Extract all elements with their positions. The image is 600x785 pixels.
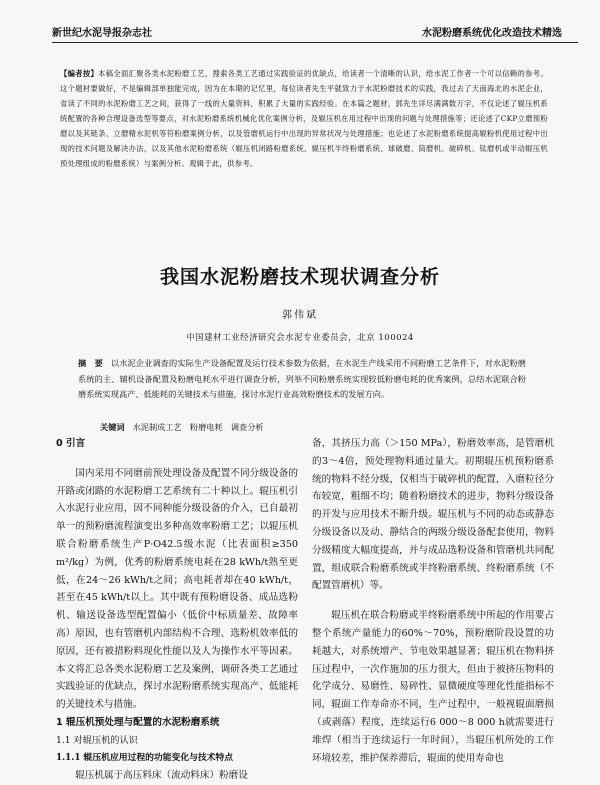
keywords-text: 水泥制成工艺 粉磨电耗 调查分析 [132,422,264,432]
page-header [22,24,578,40]
paragraph: 辊压机属于高压料床（流动料床）粉磨设 [75,770,248,782]
journal-name: 新世纪水泥导报杂志社 [52,28,152,39]
paragraph: 国内采用不同磨前预处理设备及配置不同分级设备的开路或闭路的水泥粉磨工艺系统有二十种以上。辊压机引入水泥行业应用，因不同种能分级设备的介入，已自最初单一的预粉磨流程演变出多种高效率粉磨工艺；以辊压机联合粉磨系统生产P·O42.5级水泥（比表面积≥350 m²/kg）为例，优秀的粉磨系统电耗在28 kWh/t熟至更低，在24～26 kWh/t之间；高电耗者却在40 kWh/t，甚至在45 kWh/t以上。其中既有预粉磨设备、成品选粉机、输送设备选型配置偏小（低价中标质量差、故障率高）原因，也有管磨机内部结构不合理、选粉机效率低的原因，还有被措粉料现化性能以及人为操作水平等因素。本文将汇总各类水泥粉磨工艺及案例，调研各类工艺通过实践验证的优缺点，探讨水泥粉磨系统实现高产、低能耗的关键技术与措施。 [56,467,298,711]
header-rule [52,42,578,43]
paragraph: 辊压机在联合粉磨或半终粉磨系统中所起的作用要占整个系统产量能力的60%～70%，预粉磨阶段设置的功耗越大，对系统增产、节电效果越显著；辊压机在物料挤压过程中，一次作施加的压力很大，但由于被挤压物料的化学成分、易磨性、易碎性、显微硬度等理化性能指标不同，辊面工作寿命亦不同，生产过程中，一般视辊面磨损（或剥落）程度，连续运行6 000～8 000 h就需要进行堆焊（相当于连续运行一年时间），当辊压机所处的工作环境较差，维护保养滞后，辊面的使用寿命也 [312,610,554,764]
editor-note-text: 本稿全面汇聚各类水泥粉磨工艺，搜索各类工艺通过实践验证的优缺点，给读者一个清晰的认识，给水泥工作者一个可以信赖的参考。这个题材要做好，不是编辑部单独能完成，因为在本期的记忆里，每位读者先生平就致力于水泥粉磨技术的实践，我过去了天南海北的水泥企业，省读了不同的水泥粉磨工艺之间，获得了一线的大量资料，积累了大量的实践经验。在本篇之题材，郭先生详尽满满数万字，不仅论述了辊压机系统配置的各种合理设备选型等要点，对水泥粉磨系统机械化优化案例分析，及辊压机在用过程中出现的问题与处理措施等；还论述了CKP立磨预粉磨以及其链条、立磨精水泥机等符粉磨案例分析，以及管磨机运行中出现的异常状况与处理措施；也论述了水泥粉磨系统提高辊粉机使用过程中出现的技术问题及解决办法，以及其他水泥粉磨系统（辊压机闭路粉磨系统、辊压机半终粉磨系统、球破磨、筒磨机、破碎机、钛磨机或半动辊压机预处理组成的粉磨系统）与案例分析。观辑于此，供参考。 [60,69,549,168]
section-heading-1: 1 辊压机预处理与配置的水泥粉磨系统 [56,716,220,728]
affiliation: 中国建材工业经济研究会水泥专业委员会，北京 100024 [186,333,414,343]
author: 郭伟斌 [282,310,318,321]
abstract-text: 以水泥企业调查的实际生产设备配置及运行技术参数为依据，在水泥生产线采用不同粉磨工艺条件下，对水泥粉磨系统的主、辅机设备配置及粉磨电耗水平进行调查分析，列举不同粉磨系统实现较低粉磨电耗的优秀案例，总结水泥联合粉磨系统实现高产、低能耗的关键技术与措施，探讨水泥行业高效粉磨技术的发展方向。 [78,358,526,399]
subsection-heading-1-1-1: 1.1.1 辊压机应用过程的功能变化与技术特点 [56,752,234,763]
keywords-label: 关键词 [100,422,125,432]
paragraph: 备，其挤压力高（＞150 MPa），粉磨效率高，是管磨机的3～4倍，预处理物料通过量大。初期辊压机预粉磨系统的物料不经分级，仅相当于破碎机的配置，入磨粒径分布较宽，粗细不均；随着粉磨技术的进步，物料分级设备的开发与应用技术不断升级。辊压机与不同的动态或静态分级设备以及动、静结合的两级分级设备配套使用，物料分级精度大幅度提高，并与成品选粉设备和管磨机共同配置，组成联合粉磨系统或半终粉磨系统、终粉磨系统（不配置管磨机）等。 [312,438,554,592]
body-column-right [312,435,554,767]
editor-note-label: 【编者按】 [60,69,99,78]
body-column-left [56,435,298,785]
section-heading-intro: 0 引言 [56,438,86,449]
collection-name: 水泥粉磨系统优化改造技术精选 [422,28,562,39]
editor-note [60,66,548,171]
subsection-heading-1-1: 1.1 对辊压机的认识 [56,734,138,746]
abstract-label: 摘 要 [78,358,103,368]
article-title: 我国水泥粉磨技术现状调查分析 [159,266,440,288]
abstract [78,356,526,403]
keywords [100,422,264,433]
